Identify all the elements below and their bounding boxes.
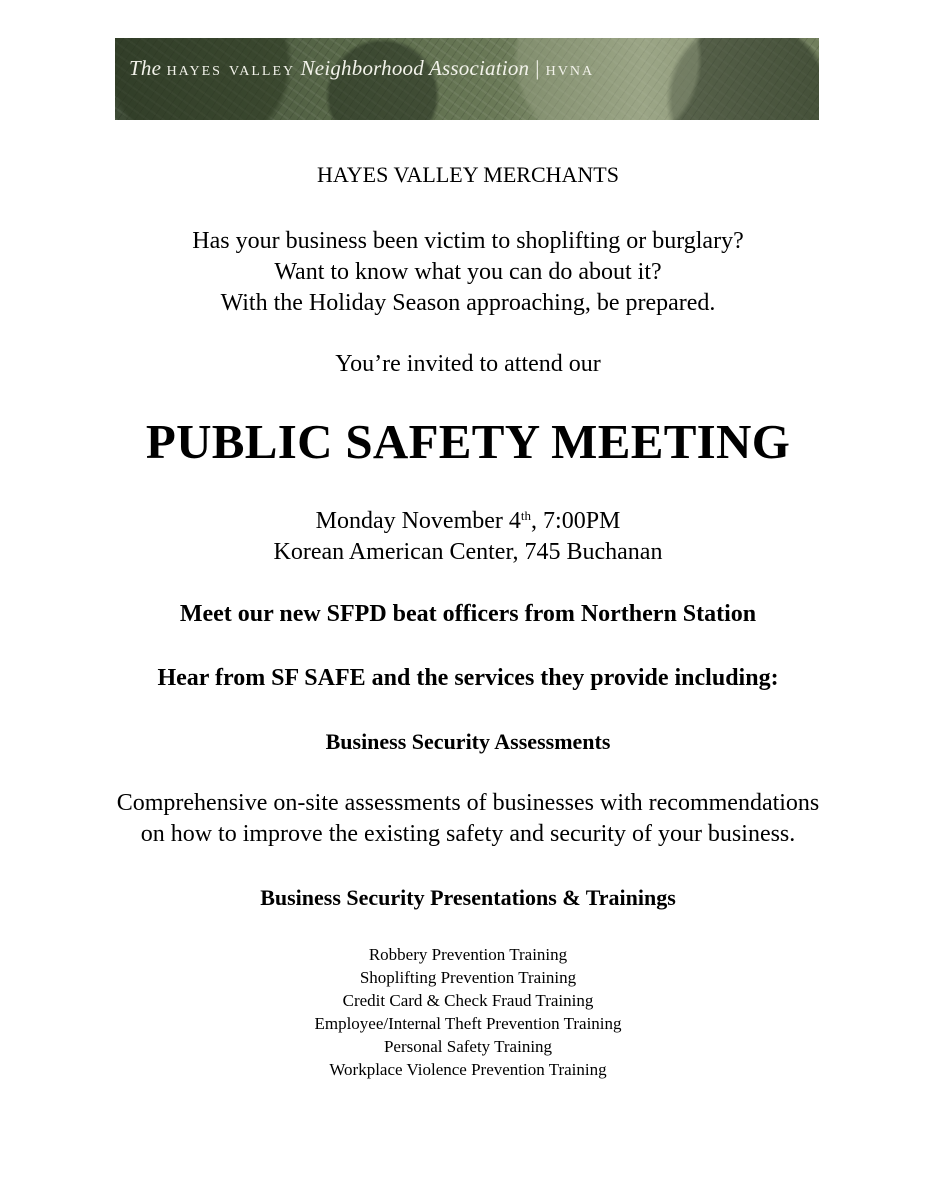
assessments-heading: Business Security Assessments (325, 729, 611, 754)
banner-title: The hayes valley Neighborhood Association | hvna (129, 56, 595, 80)
meeting-title: PUBLIC SAFETY MEETING (145, 414, 791, 469)
trainings-heading: Business Security Presentations & Trainings (260, 885, 676, 910)
intro-line-3: With the Holiday Season approaching, be prepared. (220, 290, 716, 316)
intro-line-1: Has your business been victim to shoplifting or burglary? (192, 228, 744, 254)
assessments-desc-2: on how to improve the existing safety and security of your business. (140, 821, 796, 847)
assessments-desc-1: Comprehensive on-site assessments of businesses with recommendations (116, 790, 820, 816)
training-item: Shoplifting Prevention Training (359, 968, 577, 987)
meet-officers: Meet our new SFPD beat officers from Northern Station (179, 601, 757, 627)
training-item: Employee/Internal Theft Prevention Training (314, 1014, 622, 1033)
training-item: Credit Card & Check Fraud Training (342, 991, 594, 1010)
invite-text: You’re invited to attend our (335, 351, 601, 377)
hear-sfsafe: Hear from SF SAFE and the services they provide including: (157, 665, 779, 691)
training-item: Robbery Prevention Training (368, 945, 568, 964)
event-location: Korean American Center, 745 Buchanan (273, 539, 663, 565)
training-item: Workplace Violence Prevention Training (329, 1060, 607, 1079)
hvna-banner (115, 38, 819, 120)
event-date: Monday November 4th, 7:00PM (315, 508, 621, 534)
heading: HAYES VALLEY MERCHANTS (317, 162, 619, 187)
training-item: Personal Safety Training (383, 1037, 553, 1056)
intro-line-2: Want to know what you can do about it? (274, 259, 662, 285)
